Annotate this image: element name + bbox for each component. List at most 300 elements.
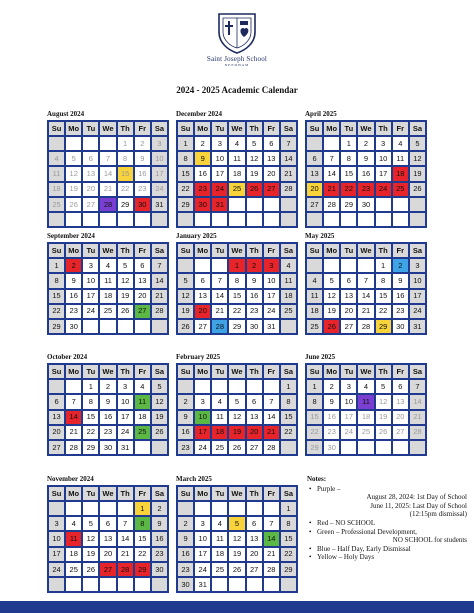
weekday-header: We: [229, 244, 244, 257]
day-cell: 11: [49, 167, 64, 180]
day-cell: 3: [83, 259, 98, 272]
day-cell: 6: [100, 517, 115, 530]
day-cell: 24: [152, 183, 167, 196]
weekday-header: Tu: [212, 487, 227, 500]
day-cell: 7: [212, 274, 227, 287]
weekday-header: Su: [49, 122, 64, 135]
weekday-header: Sa: [281, 365, 296, 378]
weekday-header: We: [229, 365, 244, 378]
month-title: May 2025: [305, 232, 335, 240]
day-cell: 8: [281, 395, 296, 408]
day-cell: 2: [152, 502, 167, 515]
empty-cell: [393, 213, 408, 226]
weekday-header: Su: [49, 244, 64, 257]
day-cell: 10: [83, 274, 98, 287]
day-cell: 5: [83, 517, 98, 530]
day-cell: 31: [118, 441, 133, 454]
day-cell: 2: [178, 395, 193, 408]
weekday-header: Su: [49, 487, 64, 500]
day-cell: 28: [152, 305, 167, 318]
day-cell: 7: [100, 152, 115, 165]
weekday-header: Tu: [341, 122, 356, 135]
empty-cell: [324, 213, 339, 226]
day-cell: 22: [376, 305, 391, 318]
day-cell: 23: [100, 426, 115, 439]
day-cell: 27: [83, 198, 98, 211]
day-cell: 15: [135, 532, 150, 545]
notes-panel: [307, 475, 467, 562]
day-cell: 4: [281, 259, 296, 272]
note-line: • Yellow – Holy Days: [317, 553, 375, 562]
note-line: • Blue – Half Day, Early Dismissal: [317, 544, 411, 553]
day-cell: 30: [195, 198, 210, 211]
note-item: [317, 528, 467, 545]
month-calendar: [47, 363, 169, 456]
day-cell: 18: [49, 183, 64, 196]
weekday-header: Th: [118, 244, 133, 257]
empty-cell: [66, 502, 81, 515]
empty-cell: [118, 213, 133, 226]
day-cell: 7: [264, 395, 279, 408]
day-cell: 26: [118, 305, 133, 318]
day-cell: 6: [49, 395, 64, 408]
day-cell: 8: [178, 152, 193, 165]
weekday-header: Fr: [393, 244, 408, 257]
weekday-header: Th: [376, 122, 391, 135]
day-cell: 9: [100, 395, 115, 408]
empty-cell: [247, 502, 262, 515]
weekday-header: We: [229, 487, 244, 500]
day-cell: 17: [212, 167, 227, 180]
weekday-header: We: [100, 487, 115, 500]
empty-cell: [341, 441, 356, 454]
day-cell: 6: [83, 152, 98, 165]
day-cell: 6: [341, 274, 356, 287]
day-cell: 18: [212, 548, 227, 561]
day-cell: 23: [358, 183, 373, 196]
month-calendar: [176, 242, 298, 335]
day-cell: 12: [229, 411, 244, 424]
day-cell: 30: [135, 198, 150, 211]
day-cell: 20: [49, 426, 64, 439]
empty-cell: [83, 213, 98, 226]
footer-bar: [0, 601, 474, 613]
day-cell: 8: [49, 274, 64, 287]
empty-cell: [66, 578, 81, 591]
day-cell: 18: [229, 167, 244, 180]
empty-cell: [264, 380, 279, 393]
weekday-header: Mo: [66, 244, 81, 257]
weekday-header: Sa: [281, 122, 296, 135]
day-cell: 4: [358, 380, 373, 393]
day-cell: 19: [247, 167, 262, 180]
day-cell: 13: [100, 532, 115, 545]
month-calendar: [176, 120, 298, 228]
day-cell: 7: [118, 517, 133, 530]
empty-cell: [100, 502, 115, 515]
day-cell: 28: [212, 320, 227, 333]
day-cell: 15: [49, 290, 64, 303]
day-cell: 20: [393, 411, 408, 424]
note-line: (12:15pm dismissal): [409, 510, 467, 519]
day-cell: 11: [100, 274, 115, 287]
empty-cell: [264, 198, 279, 211]
day-cell: 29: [49, 320, 64, 333]
empty-cell: [178, 213, 193, 226]
day-cell: 18: [281, 290, 296, 303]
day-cell: 21: [118, 548, 133, 561]
weekday-header: Su: [178, 487, 193, 500]
day-cell: 20: [100, 548, 115, 561]
day-cell: 14: [281, 152, 296, 165]
weekday-header: Mo: [324, 365, 339, 378]
day-cell: 5: [324, 274, 339, 287]
weekday-header: Su: [178, 244, 193, 257]
weekday-header: Fr: [135, 365, 150, 378]
weekday-header: Sa: [152, 122, 167, 135]
empty-cell: [393, 441, 408, 454]
weekday-header: Th: [247, 244, 262, 257]
day-cell: 22: [229, 305, 244, 318]
day-cell: 24: [341, 426, 356, 439]
day-cell: 28: [281, 183, 296, 196]
weekday-header: Mo: [195, 122, 210, 135]
day-cell: 7: [66, 395, 81, 408]
day-cell: 14: [264, 411, 279, 424]
day-cell: 21: [358, 305, 373, 318]
empty-cell: [195, 502, 210, 515]
day-cell: 2: [324, 380, 339, 393]
empty-cell: [152, 441, 167, 454]
day-cell: 27: [247, 563, 262, 576]
month-title: August 2024: [47, 110, 85, 118]
weekday-header: We: [358, 244, 373, 257]
empty-cell: [281, 198, 296, 211]
day-cell: 21: [324, 183, 339, 196]
day-cell: 16: [393, 290, 408, 303]
weekday-header: We: [358, 365, 373, 378]
weekday-header: Tu: [212, 244, 227, 257]
weekday-header: Th: [376, 244, 391, 257]
day-cell: 3: [376, 137, 391, 150]
day-cell: 16: [324, 411, 339, 424]
day-cell: 28: [324, 198, 339, 211]
day-cell: 13: [195, 290, 210, 303]
day-cell: 11: [358, 395, 373, 408]
day-cell: 5: [118, 259, 133, 272]
note-line: June 11, 2025: Last Day of School: [370, 501, 467, 510]
day-cell: 8: [118, 152, 133, 165]
day-cell: 29: [307, 441, 322, 454]
day-cell: 24: [376, 183, 391, 196]
weekday-header: Tu: [212, 365, 227, 378]
weekday-header: Th: [247, 487, 262, 500]
weekday-header: Mo: [66, 487, 81, 500]
day-cell: 5: [229, 395, 244, 408]
day-cell: 25: [49, 198, 64, 211]
empty-cell: [135, 320, 150, 333]
day-cell: 27: [135, 305, 150, 318]
weekday-header: We: [100, 122, 115, 135]
day-cell: 15: [178, 167, 193, 180]
empty-cell: [264, 578, 279, 591]
school-name: Saint Joseph School: [206, 55, 268, 63]
empty-cell: [49, 380, 64, 393]
weekday-header: Su: [307, 365, 322, 378]
day-cell: 8: [229, 274, 244, 287]
day-cell: 21: [152, 290, 167, 303]
empty-cell: [281, 213, 296, 226]
day-cell: 26: [66, 198, 81, 211]
empty-cell: [100, 578, 115, 591]
empty-cell: [264, 213, 279, 226]
day-cell: 28: [410, 426, 425, 439]
day-cell: 4: [100, 259, 115, 272]
day-cell: 1: [341, 137, 356, 150]
day-cell: 18: [212, 426, 227, 439]
weekday-header: Sa: [410, 365, 425, 378]
day-cell: 19: [229, 548, 244, 561]
day-cell: 11: [212, 532, 227, 545]
day-cell: 8: [307, 395, 322, 408]
day-cell: 13: [264, 152, 279, 165]
day-cell: 1: [178, 137, 193, 150]
day-cell: 14: [264, 532, 279, 545]
day-cell: 17: [410, 290, 425, 303]
weekday-header: Sa: [152, 487, 167, 500]
month-calendar: [305, 242, 427, 335]
day-cell: 23: [178, 563, 193, 576]
day-cell: 26: [83, 563, 98, 576]
month-calendar: [176, 363, 298, 456]
weekday-header: Mo: [66, 122, 81, 135]
day-cell: 7: [264, 517, 279, 530]
day-cell: 15: [341, 167, 356, 180]
day-cell: 28: [100, 198, 115, 211]
day-cell: 1: [118, 137, 133, 150]
day-cell: 7: [410, 380, 425, 393]
day-cell: 2: [135, 137, 150, 150]
header: [0, 12, 474, 68]
day-cell: 12: [410, 152, 425, 165]
day-cell: 28: [118, 563, 133, 576]
day-cell: 16: [195, 167, 210, 180]
day-cell: 12: [178, 290, 193, 303]
day-cell: 1: [281, 380, 296, 393]
day-cell: 23: [195, 183, 210, 196]
day-cell: 7: [358, 274, 373, 287]
day-cell: 12: [376, 395, 391, 408]
empty-cell: [247, 380, 262, 393]
day-cell: 29: [118, 198, 133, 211]
weekday-header: Th: [247, 122, 262, 135]
weekday-header: Su: [178, 365, 193, 378]
day-cell: 19: [229, 426, 244, 439]
weekday-header: Sa: [152, 244, 167, 257]
weekday-header: We: [229, 122, 244, 135]
empty-cell: [135, 213, 150, 226]
day-cell: 4: [212, 517, 227, 530]
month-title: December 2024: [176, 110, 222, 118]
empty-cell: [195, 259, 210, 272]
notes-list: [307, 485, 467, 562]
note-line: • Purple –: [317, 484, 341, 493]
day-cell: 6: [195, 274, 210, 287]
school-crest-logo: [215, 12, 259, 54]
day-cell: 24: [83, 305, 98, 318]
day-cell: 22: [83, 426, 98, 439]
day-cell: 30: [358, 198, 373, 211]
day-cell: 18: [358, 411, 373, 424]
day-cell: 5: [376, 380, 391, 393]
day-cell: 25: [66, 563, 81, 576]
day-cell: 9: [324, 395, 339, 408]
day-cell: 22: [135, 548, 150, 561]
day-cell: 29: [135, 563, 150, 576]
day-cell: 31: [264, 320, 279, 333]
day-cell: 16: [135, 167, 150, 180]
empty-cell: [358, 213, 373, 226]
empty-cell: [212, 213, 227, 226]
day-cell: 18: [135, 411, 150, 424]
weekday-header: Su: [307, 122, 322, 135]
day-cell: 22: [281, 548, 296, 561]
empty-cell: [247, 213, 262, 226]
empty-cell: [118, 578, 133, 591]
day-cell: 22: [49, 305, 64, 318]
empty-cell: [358, 259, 373, 272]
day-cell: 8: [281, 517, 296, 530]
day-cell: 12: [247, 152, 262, 165]
day-cell: 19: [410, 167, 425, 180]
day-cell: 16: [178, 426, 193, 439]
day-cell: 14: [212, 290, 227, 303]
day-cell: 30: [178, 578, 193, 591]
day-cell: 19: [152, 411, 167, 424]
weekday-header: Sa: [410, 122, 425, 135]
day-cell: 3: [212, 137, 227, 150]
day-cell: 15: [83, 411, 98, 424]
empty-cell: [100, 137, 115, 150]
day-cell: 3: [195, 517, 210, 530]
day-cell: 18: [100, 290, 115, 303]
empty-cell: [229, 380, 244, 393]
day-cell: 26: [229, 441, 244, 454]
day-cell: 15: [281, 411, 296, 424]
day-cell: 10: [118, 395, 133, 408]
day-cell: 4: [135, 380, 150, 393]
day-cell: 21: [212, 305, 227, 318]
day-cell: 10: [341, 395, 356, 408]
day-cell: 23: [66, 305, 81, 318]
month-title: June 2025: [305, 353, 336, 361]
day-cell: 2: [358, 137, 373, 150]
empty-cell: [178, 502, 193, 515]
day-cell: 31: [212, 198, 227, 211]
day-cell: 31: [410, 320, 425, 333]
day-cell: 10: [410, 274, 425, 287]
day-cell: 9: [66, 274, 81, 287]
weekday-header: Fr: [135, 244, 150, 257]
day-cell: 16: [247, 290, 262, 303]
day-cell: 13: [393, 395, 408, 408]
day-cell: 14: [66, 411, 81, 424]
day-cell: 25: [307, 320, 322, 333]
empty-cell: [66, 137, 81, 150]
day-cell: 30: [152, 563, 167, 576]
day-cell: 18: [307, 305, 322, 318]
day-cell: 5: [178, 274, 193, 287]
day-cell: 9: [195, 152, 210, 165]
day-cell: 4: [49, 152, 64, 165]
weekday-header: We: [100, 244, 115, 257]
weekday-header: Tu: [83, 365, 98, 378]
day-cell: 3: [410, 259, 425, 272]
note-line: August 28, 2024: 1st Day of School: [366, 493, 467, 502]
weekday-header: Fr: [264, 487, 279, 500]
day-cell: 20: [341, 305, 356, 318]
weekday-header: Fr: [393, 365, 408, 378]
day-cell: 8: [376, 274, 391, 287]
day-cell: 26: [324, 320, 339, 333]
day-cell: 26: [152, 426, 167, 439]
empty-cell: [247, 198, 262, 211]
empty-cell: [307, 259, 322, 272]
empty-cell: [229, 502, 244, 515]
month-calendar: [47, 485, 169, 593]
day-cell: 25: [229, 183, 244, 196]
day-cell: 26: [376, 426, 391, 439]
day-cell: 6: [264, 137, 279, 150]
empty-cell: [49, 213, 64, 226]
weekday-header: Th: [118, 487, 133, 500]
day-cell: 11: [307, 290, 322, 303]
day-cell: 14: [410, 395, 425, 408]
day-cell: 26: [247, 183, 262, 196]
day-cell: 2: [100, 380, 115, 393]
empty-cell: [341, 213, 356, 226]
day-cell: 11: [281, 274, 296, 287]
day-cell: 5: [229, 517, 244, 530]
day-cell: 14: [152, 274, 167, 287]
weekday-header: Tu: [83, 487, 98, 500]
day-cell: 31: [195, 578, 210, 591]
empty-cell: [83, 320, 98, 333]
day-cell: 11: [212, 411, 227, 424]
note-line: • Green – Professional Development,: [317, 527, 417, 536]
weekday-header: Sa: [410, 244, 425, 257]
day-cell: 5: [66, 152, 81, 165]
empty-cell: [66, 213, 81, 226]
weekday-header: Th: [118, 122, 133, 135]
day-cell: 17: [152, 167, 167, 180]
day-cell: 27: [247, 441, 262, 454]
day-cell: 27: [393, 426, 408, 439]
day-cell: 17: [376, 167, 391, 180]
weekday-header: Su: [307, 244, 322, 257]
day-cell: 4: [66, 517, 81, 530]
empty-cell: [118, 502, 133, 515]
empty-cell: [281, 441, 296, 454]
day-cell: 4: [212, 395, 227, 408]
day-cell: 2: [178, 517, 193, 530]
day-cell: 21: [264, 548, 279, 561]
day-cell: 20: [247, 426, 262, 439]
day-cell: 23: [247, 305, 262, 318]
weekday-header: We: [358, 122, 373, 135]
day-cell: 29: [376, 320, 391, 333]
day-cell: 3: [341, 380, 356, 393]
